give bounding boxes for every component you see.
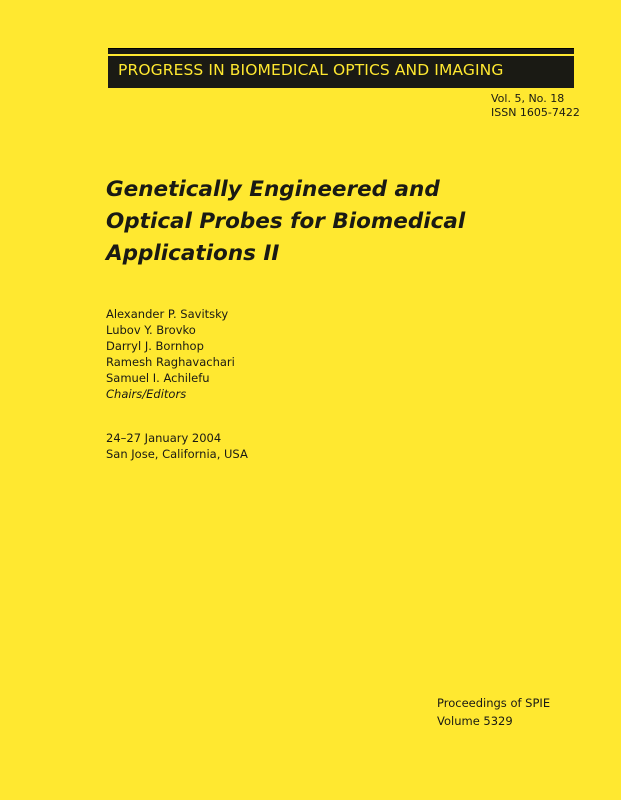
conference-location: San Jose, California, USA — [106, 447, 248, 461]
editors-list — [106, 306, 235, 402]
book-title — [106, 174, 465, 270]
book-title-line-2: Optical Probes for Biomedical — [106, 209, 466, 234]
book-title-line-1: Genetically Engineered and — [106, 177, 440, 202]
book-title-line-3: Applications II — [106, 241, 280, 266]
series-band — [108, 48, 574, 88]
proceedings-info — [437, 694, 550, 730]
issn: ISSN 1605-7422 — [491, 106, 580, 119]
editors-role: Chairs/Editors — [106, 387, 187, 401]
editor-name: Lubov Y. Brovko — [106, 323, 196, 337]
conference-dates: 24–27 January 2004 — [106, 431, 222, 445]
volume-info — [491, 92, 580, 120]
conference-info — [106, 430, 248, 462]
series-band-inner — [108, 54, 574, 88]
volume-number: Vol. 5, No. 18 — [491, 92, 565, 105]
proceedings-volume: Volume 5329 — [437, 714, 513, 728]
editor-name: Darryl J. Bornhop — [106, 339, 204, 353]
proceedings-series: Proceedings of SPIE — [437, 696, 551, 710]
series-title: PROGRESS IN BIOMEDICAL OPTICS AND IMAGING — [118, 61, 504, 79]
editor-name: Alexander P. Savitsky — [106, 307, 229, 321]
editor-name: Samuel I. Achilefu — [106, 371, 210, 385]
editor-name: Ramesh Raghavachari — [106, 355, 235, 369]
